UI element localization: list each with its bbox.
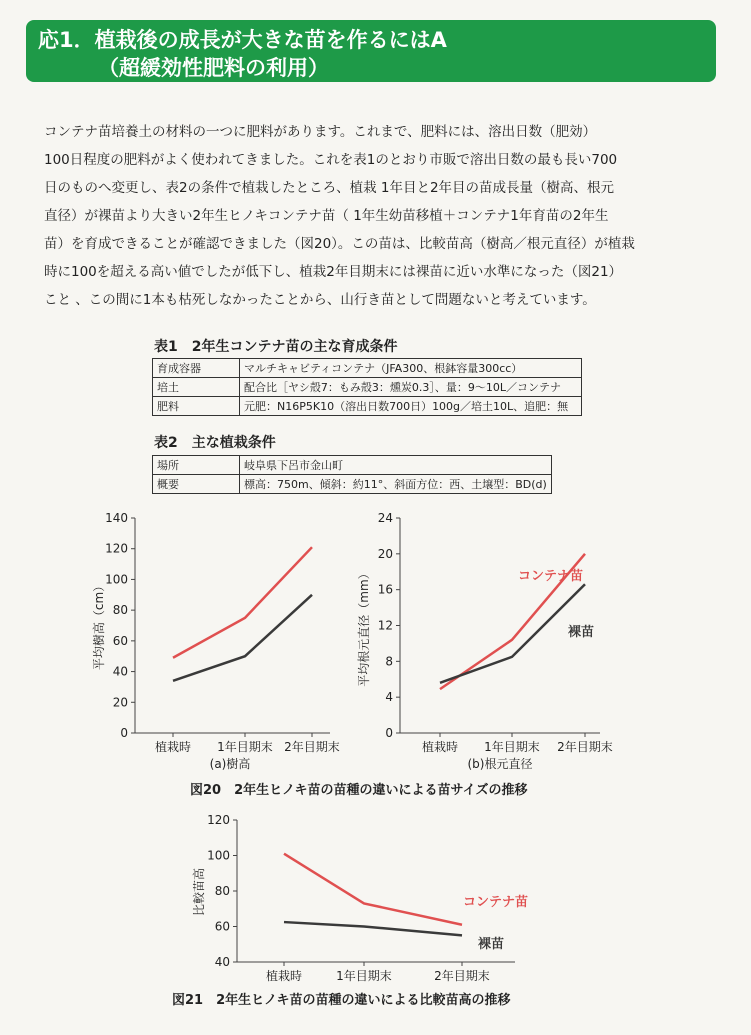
body-line: 時に100を超える高い値でしたが低下し、植栽2年目期末には裸苗に近い水準になった（図21） <box>44 264 623 280</box>
table1-caption: 表1 2年生コンテナ苗の主な育成条件 <box>154 339 398 355</box>
x-tick-label: 植栽時 <box>421 740 459 754</box>
y-tick-label: 24 <box>377 511 393 525</box>
y-tick-label: 100 <box>207 848 230 863</box>
y-tick-label: 20 <box>377 546 393 561</box>
table-cell-value: 元肥：N16P5K10（溶出日数700日）100g／培土10L、追肥：無 <box>240 397 582 416</box>
table-cell-label: 肥料 <box>153 397 240 416</box>
fig20-caption: 図20 2年生ヒノキ苗の苗種の違いによる苗サイズの推移 <box>190 783 528 798</box>
y-tick-label: 100 <box>105 572 128 587</box>
body-line: 苗）を育成できることが確認できました（図20）。この苗は、比較苗高（樹高／根元直径）が植栽 <box>44 236 635 252</box>
title-line-2: （超緩効性肥料の利用） <box>98 56 329 80</box>
table-cell-value: 配合比［ヤシ殻7：もみ殻3：燻炭0.3］、量：9～10L／コンテナ <box>240 378 582 397</box>
series-line <box>284 922 462 935</box>
series-label: コンテナ苗 <box>518 569 584 584</box>
fig21-caption: 図21 2年生ヒノキ苗の苗種の違いによる比較苗高の推移 <box>172 993 511 1008</box>
y-tick-label: 40 <box>214 955 230 969</box>
table-cell-label: 場所 <box>153 456 240 475</box>
y-tick-label: 4 <box>385 690 393 705</box>
body-line: 100日程度の肥料がよく使われてきました。これを表1のとおり市販で溶出日数の最も長い700 <box>44 152 618 168</box>
x-tick-label: 2年目期末 <box>434 969 490 983</box>
y-tick-label: 0 <box>120 726 128 740</box>
series-line <box>284 854 462 925</box>
y-tick-label: 40 <box>112 664 128 679</box>
series-line <box>173 595 312 681</box>
table-cell-value: 標高：750m、傾斜：約11°、斜面方位：西、土壌型：BD(d) <box>240 475 552 494</box>
series-label: 裸苗 <box>478 937 505 952</box>
table-cell-label: 培土 <box>153 378 240 397</box>
series-line <box>440 584 585 683</box>
y-axis-label: 平均根元直径（mm） <box>357 567 371 687</box>
y-tick-label: 120 <box>207 813 230 827</box>
body-line: こと 、この間に1本も枯死しなかったことから、山行き苗として問題ないと考えています。 <box>44 292 596 308</box>
body-line: 日のものへ変更し、表2の条件で植栽したところ、植栽 1年目と2年目の苗成長量（樹高、根元 <box>44 180 615 196</box>
y-axis-label: 比較苗高 <box>192 867 206 917</box>
chart-title: (b)根元直径 <box>467 757 533 771</box>
series-line <box>173 547 312 658</box>
y-tick-label: 0 <box>385 726 393 740</box>
x-tick-label: 2年目期末 <box>284 740 340 754</box>
y-tick-label: 60 <box>214 919 230 934</box>
x-tick-label: 1年目期末 <box>336 969 392 983</box>
y-tick-label: 80 <box>214 884 230 898</box>
series-label: 裸苗 <box>568 625 595 640</box>
table-cell-value: 岐阜県下呂市金山町 <box>240 456 552 475</box>
body-line: 直径）が裸苗より大きい2年生ヒノキコンテナ苗（ 1年生幼苗移植＋コンテナ1年育苗の2年生 <box>44 208 609 224</box>
y-axis-label: 平均樹高（cm） <box>92 579 106 671</box>
x-tick-label: 植栽時 <box>154 740 192 754</box>
y-tick-label: 8 <box>385 654 393 669</box>
y-tick-label: 16 <box>377 582 393 597</box>
y-tick-label: 12 <box>377 618 393 633</box>
y-tick-label: 120 <box>105 541 128 556</box>
y-tick-label: 140 <box>105 511 128 525</box>
body-line: コンテナ苗培養土の材料の一つに肥料があります。これまで、肥料には、溶出日数（肥効） <box>44 124 597 140</box>
table2-caption: 表2 主な植栽条件 <box>154 435 276 451</box>
chart-title: (a)樹高 <box>209 757 251 771</box>
y-tick-label: 80 <box>112 603 128 618</box>
y-tick-label: 60 <box>112 633 128 648</box>
table-cell-label: 概要 <box>153 475 240 494</box>
x-tick-label: 植栽時 <box>265 969 303 983</box>
x-tick-label: 2年目期末 <box>557 740 613 754</box>
table-cell-value: マルチキャビティコンテナ（JFA300、根鉢容量300cc） <box>240 359 582 378</box>
title-line-1: 応1．植栽後の成長が大きな苗を作るにはA <box>38 28 447 52</box>
table-cell-label: 育成容器 <box>153 359 240 378</box>
x-tick-label: 1年目期末 <box>217 740 273 754</box>
y-tick-label: 20 <box>112 695 128 710</box>
series-label: コンテナ苗 <box>463 895 529 910</box>
x-tick-label: 1年目期末 <box>484 740 540 754</box>
